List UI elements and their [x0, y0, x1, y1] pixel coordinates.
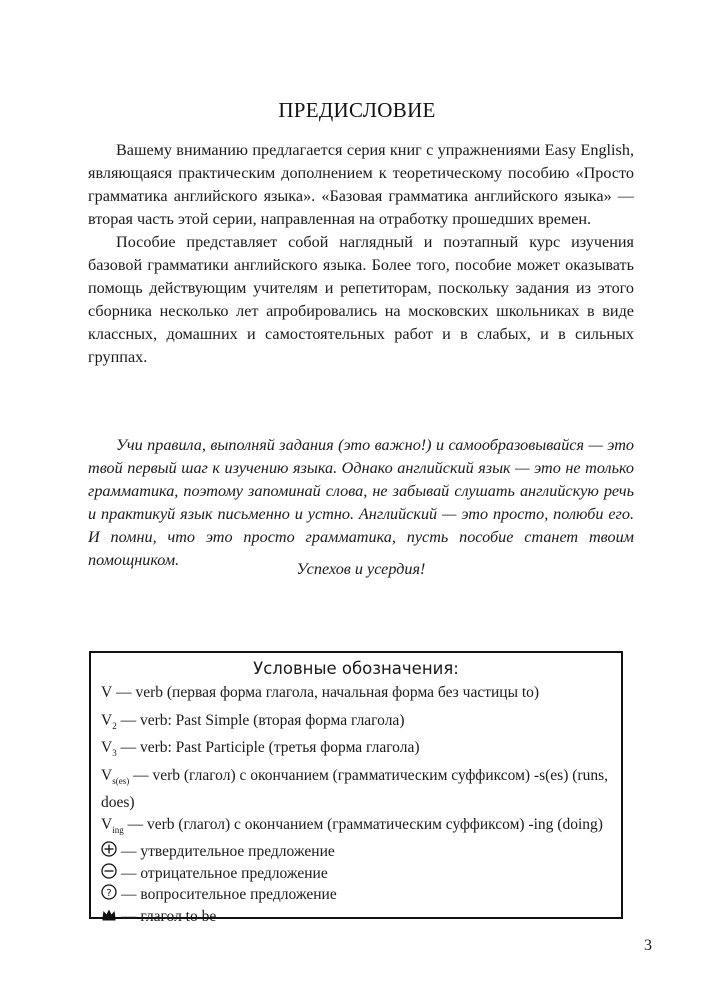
page-title: ПРЕДИСЛОВИЕ: [278, 98, 436, 122]
legend-description: — verb (глагол) с окончанием (грамматическим суффиксом) -s(es) (runs, does): [101, 766, 608, 811]
page-number: 3: [644, 937, 652, 954]
legend-description: — глагол to be: [121, 907, 217, 925]
verb-symbol: V: [101, 739, 113, 756]
motto-paragraph: Учи правила, выполняй задания (это важно!) и самообразовывайся — это твой первый шаг к изучению языка. Однако английский язык — это не только грамматика, поэтому запоминай слова, не забывай слушать английскую речь и практикуй язык письменно и устно. Английский — это просто, полюби его. И помни, что это просто грамматика, пусть пособие станет твоим помощником.: [88, 436, 634, 569]
legend-description: — утвердительное предложение: [121, 843, 335, 860]
motto-text: [88, 434, 634, 572]
legend-description: — verb (первая форма глагола, начальная форма без частицы to): [112, 684, 540, 701]
verb-symbol: V: [101, 815, 113, 833]
question-circle-icon: [101, 884, 117, 900]
verb-symbol: V: [101, 684, 113, 701]
legend-box: [89, 651, 623, 925]
verb-symbol: V: [101, 711, 113, 729]
intro-paragraph: Пособие представляет собой наглядный и поэтапный курс изучения базовой грамматики английского языка. Более того, пособие может оказывать помощь действующим учителям и репетиторам, поскольку задания из этого сборника несколько лет апробировались на московских школьниках в виде классных, домашних и самостоятельных работ и в слабых, и в сильных группах.: [88, 233, 634, 366]
legend-description: — вопросительное предложение: [121, 886, 337, 903]
legend-row: [101, 682, 611, 710]
plus-circle-icon: [101, 841, 117, 857]
legend-row: [101, 884, 611, 906]
legend-row: [101, 841, 611, 863]
verb-symbol: V: [101, 766, 113, 784]
crown-icon: [101, 906, 117, 922]
legend-row: [101, 814, 611, 842]
legend-row: [101, 863, 611, 885]
legend-row: [101, 737, 611, 765]
verb-subscript: s(es): [112, 775, 130, 786]
legend-row: [101, 765, 611, 814]
svg-text:?: ?: [106, 888, 112, 899]
legend-description: — verb: Past Simple (вторая форма глагола): [116, 711, 405, 729]
legend-title: Условные обозначения:: [253, 659, 459, 678]
legend-description: — verb: Past Participle (третья форма глагола): [116, 739, 420, 756]
legend-row: [101, 906, 611, 928]
verb-subscript: ing: [112, 824, 124, 835]
verb-subscript: 2: [112, 720, 117, 731]
intro-text: [88, 139, 634, 369]
legend-row: [101, 710, 611, 738]
verb-subscript: 3: [112, 748, 117, 758]
minus-circle-icon: [101, 863, 117, 879]
legend-description: — отрицательное предложение: [121, 864, 328, 882]
closing-wish: Успехов и усердия!: [296, 560, 426, 578]
intro-paragraph: Вашему вниманию предлагается серия книг с упражнениями Easy English, являющаяся практическим дополнением к теоретическому пособию «Просто грамматика английского языка». «Базовая грамматика английского языка» — вторая часть этой серии, направленная на отработку прошедших времен.: [88, 141, 634, 228]
legend-description: — verb (глагол) с окончанием (грамматическим суффиксом) -ing (doing): [123, 815, 603, 833]
